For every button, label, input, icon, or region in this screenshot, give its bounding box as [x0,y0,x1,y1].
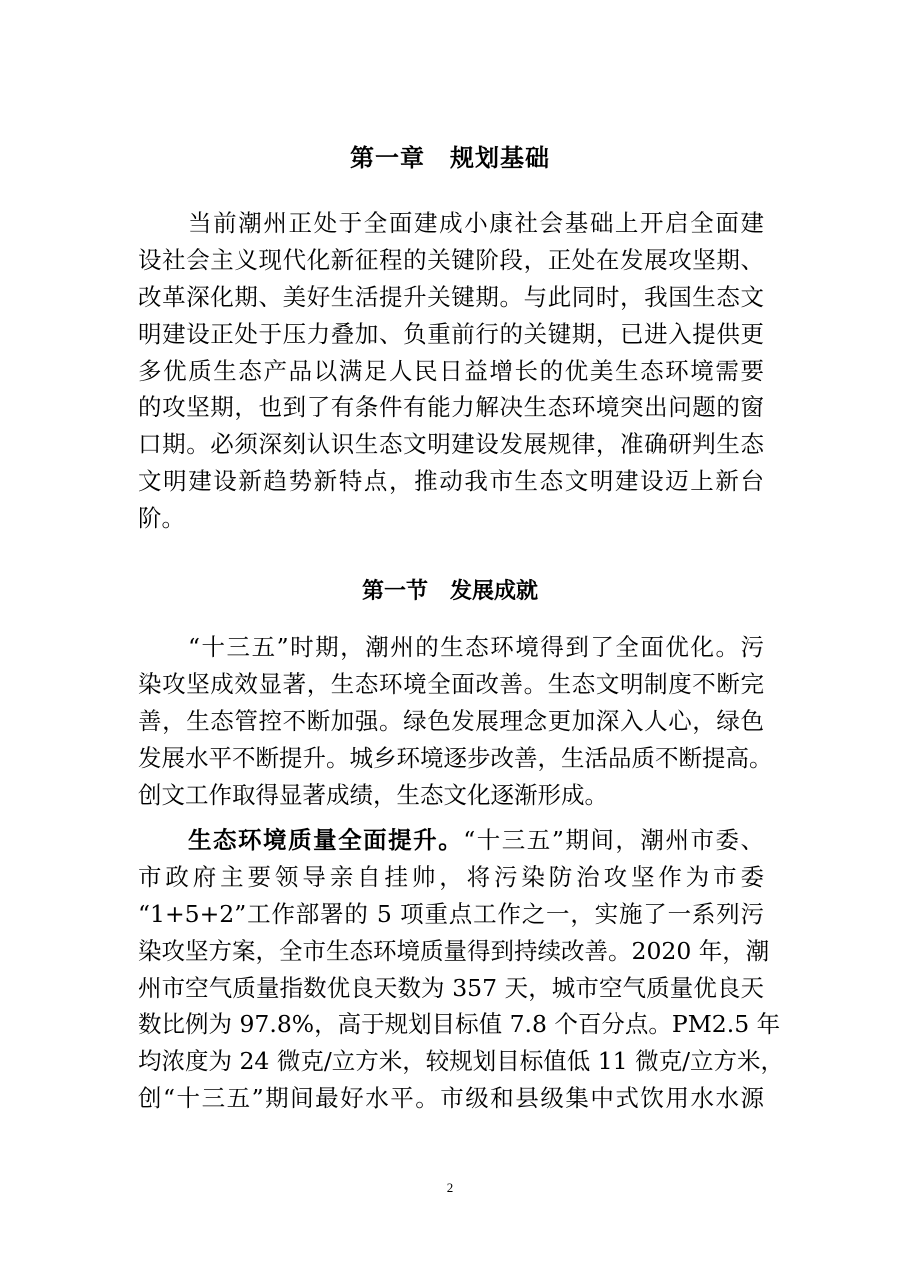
paragraph-line: 发展水平不断提升。城乡环境逐步改善，生活品质不断提高。 [138,743,773,772]
chapter-title: 第一章 规划基础 [350,144,550,172]
intro-paragraph [138,205,764,537]
paragraph-line: 口期。必须深刻认识生态文明建设发展规律，准确研判生态 [138,430,764,459]
section-title: 第一节 发展成就 [361,579,538,604]
achievements-paragraph [138,629,773,813]
page-number: 2 [446,1180,454,1195]
quality-paragraph [138,822,785,1117]
paragraph-line: 数比例为 97.8%，高于规划目标值 7.8 个百分点。PM2.5 年 [138,1010,781,1039]
paragraph-text: “十三五”期间，潮州市委、 [463,826,765,854]
paragraph-line: 阶。 [138,504,185,533]
paragraph-line: 多优质生态产品以满足人民日益增长的优美生态环境需要 [138,356,764,385]
paragraph-line: 改革深化期、美好生活提升关键期。与此同时，我国生态文 [138,282,764,311]
paragraph-line: 染攻坚方案，全市生态环境质量得到持续改善。2020 年，潮 [138,936,770,965]
paragraph-line: 明建设正处于压力叠加、负重前行的关键期，已进入提供更 [138,319,764,348]
bold-heading: 生态环境质量全面提升。 [188,826,464,854]
paragraph-line: 的攻坚期，也到了有条件有能力解决生态环境突出问题的窗 [138,393,764,422]
paragraph-line: 市政府主要领导亲自挂帅，将污染防治攻坚作为市委 [138,862,764,891]
paragraph-line: 均浓度为 24 微克/立方米，较规划目标值低 11 微克/立方米， [138,1047,785,1076]
paragraph-line: 善，生态管控不断加强。绿色发展理念更加深入人心，绿色 [138,706,764,735]
paragraph-line: 当前潮州正处于全面建成小康社会基础上开启全面建 [188,209,764,237]
paragraph-line: 创文工作取得显著成绩，生态文化逐渐形成。 [138,780,608,809]
paragraph-line: 染攻坚成效显著，生态环境全面改善。生态文明制度不断完 [138,669,764,698]
paragraph-line: 创“十三五”期间最好水平。市级和县级集中式饮用水水源 [138,1084,764,1113]
paragraph-line: 州市空气质量指数优良天数为 357 天，城市空气质量优良天 [138,973,764,1002]
paragraph-line [138,822,764,859]
paragraph-line: “十三五”时期，潮州的生态环境得到了全面优化。污 [188,633,764,661]
paragraph-line: 设社会主义现代化新征程的关键阶段，正处在发展攻坚期、 [138,245,764,274]
paragraph-line: 文明建设新趋势新特点，推动我市生态文明建设迈上新台 [138,467,764,496]
paragraph-line: “1+5+2”工作部署的 5 项重点工作之一，实施了一系列污 [138,899,764,928]
